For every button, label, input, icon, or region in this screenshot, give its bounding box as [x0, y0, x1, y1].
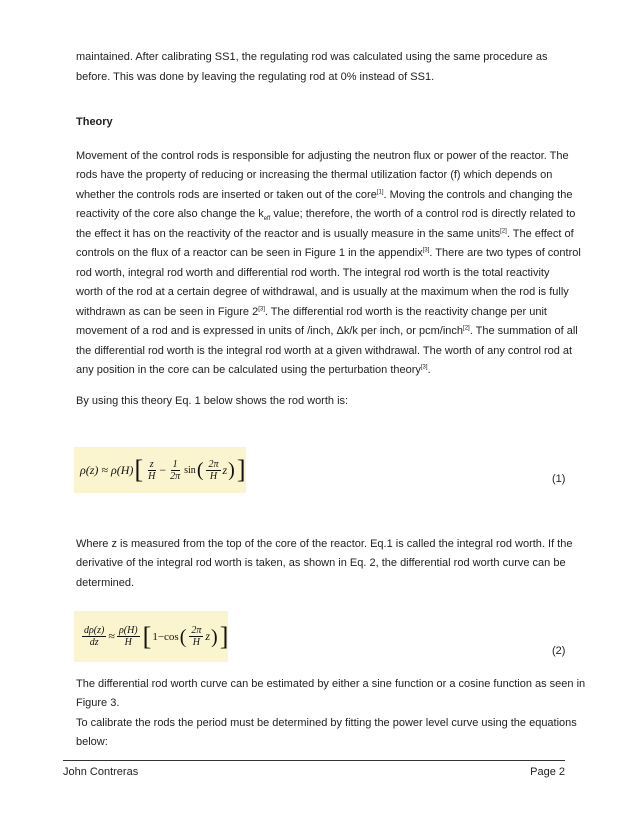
citation-ref: [1]: [376, 189, 384, 196]
denominator: dz: [89, 637, 99, 648]
bracket-open: [: [134, 455, 144, 484]
numerator: ρ(H): [118, 625, 138, 636]
after-eq2-line: Figure 3.: [76, 697, 120, 709]
denominator: 2π: [170, 470, 181, 482]
theory-line: [76, 322, 578, 342]
eq1-fraction-3: [206, 459, 220, 482]
footer-rule: [63, 760, 565, 761]
text-segment: any position in the core can be calculated using the perturbation theory: [76, 364, 421, 376]
theory-line: Movement of the control rods is responsible for adjusting the neutron flux or power of the reactor. The: [76, 150, 569, 162]
text-segment: reactivity of the core also change the k: [76, 208, 264, 220]
theory-intro: By using this theory Eq. 1 below shows the rod worth is:: [76, 395, 349, 407]
after-eq1-line: Where z is measured from the top of the core of the reactor. Eq.1 is called the integral rod worth. If the: [76, 538, 573, 550]
bracket-close: ]: [219, 621, 229, 651]
numerator: 1: [172, 458, 178, 470]
eq2-derivative: [82, 625, 106, 648]
numerator: 2π: [191, 625, 202, 636]
theory-heading: Theory: [76, 116, 113, 128]
denominator: H: [192, 637, 200, 648]
numerator: z: [149, 458, 154, 470]
equation-1-number: (1): [552, 473, 566, 485]
intro-line-1: maintained. After calibrating SS1, the regulating rod was calculated using the same procedure as: [76, 51, 548, 63]
footer-page-number: Page 2: [530, 766, 565, 778]
theory-line: [76, 205, 575, 225]
theory-line: rods have the property of reducing or increasing the thermal utilization factor (f) which depends on: [76, 169, 553, 181]
text-segment: . Moving the controls and changing the: [383, 189, 573, 201]
text-segment: withdrawn as can be seen in Figure 2: [76, 306, 259, 318]
bracket-open: [: [142, 621, 152, 651]
text-segment: whether the controls rods are inserted or taken out of the core: [76, 189, 377, 201]
after-eq2-line: The differential rod worth curve can be estimated by either a sine function or a cosine function as seen in: [76, 678, 586, 690]
theory-line: rod worth, integral rod worth and differential rod worth. The integral rod worth is the total reactivity: [76, 267, 550, 279]
eq1-fraction-1: [146, 459, 157, 482]
after-eq1-line: derivative of the integral rod worth is taken, as shown in Eq. 2, the differential rod worth curve can be: [76, 557, 566, 569]
numerator: 2π: [208, 458, 219, 470]
equation-1-image: [74, 447, 246, 493]
denominator: H: [209, 470, 218, 482]
eq1-sin: sin: [184, 464, 196, 476]
after-eq1-line: determined.: [76, 577, 135, 589]
eq1-z: z: [222, 462, 228, 477]
bracket-close: ]: [236, 455, 246, 484]
eq2-fraction-1: [117, 625, 140, 648]
eq1-minus: −: [159, 462, 167, 477]
citation-ref: [2]: [463, 325, 470, 332]
text-segment: the effect it has on the reactivity of the reactor and is usually measure in the same units: [76, 228, 501, 240]
after-eq2-line: To calibrate the rods the period must be determined by fitting the power level curve using the equations: [76, 717, 577, 729]
after-eq2-line: below:: [76, 736, 108, 748]
text-segment: . There are two types of control: [429, 247, 581, 259]
citation-ref: [2]: [500, 228, 507, 235]
eq2-one-minus-cos: 1−cos: [152, 630, 179, 643]
theory-line: [76, 186, 572, 206]
text-segment: . The differential rod worth is the reactivity change per unit: [264, 306, 547, 318]
equation-2-image: [74, 611, 228, 662]
citation-ref: [3]: [420, 364, 428, 371]
theory-line: the differential rod worth is the integral rod worth at a given withdrawal. The worth of any control rod at: [76, 345, 573, 357]
numerator: dρ(z): [84, 625, 105, 636]
citation-ref: [3]: [422, 247, 430, 254]
text-segment: . The effect of: [506, 228, 574, 240]
theory-line: worth of the rod at a certain degree of withdrawal, and is usually at the maximum when the rod is fully: [76, 286, 569, 298]
theory-line: [76, 244, 581, 264]
eq2-z: z: [205, 629, 211, 643]
citation-ref: [3]: [258, 306, 265, 313]
paren-open: (: [179, 625, 187, 648]
paren-close: ): [228, 459, 235, 481]
footer-author: John Contreras: [63, 766, 139, 778]
theory-line: [76, 361, 431, 381]
paren-close: ): [211, 625, 218, 648]
intro-line-2: before. This was done by leaving the regulating rod at 0% instead of SS1.: [76, 71, 435, 83]
text-segment: .: [427, 364, 431, 376]
denominator: H: [148, 470, 156, 482]
eq2-fraction-2: [189, 625, 203, 648]
equation-2-number: (2): [552, 645, 566, 657]
text-segment: movement of a rod and is expressed in units of /inch, Δk/k per inch, or pcm/inch: [76, 325, 464, 337]
text-segment: . The summation of all: [469, 325, 578, 337]
text-segment: controls on the flux of a reactor can be seen in Figure 1 in the appendix: [76, 247, 423, 259]
subscript: eff: [263, 216, 271, 223]
denominator: H: [124, 637, 132, 648]
text-segment: value; therefore, the worth of a control rod is directly related to: [270, 208, 576, 220]
paren-open: (: [196, 459, 204, 481]
theory-line: [76, 303, 547, 323]
eq1-fraction-2: [168, 459, 182, 482]
eq2-approx: ≈: [108, 629, 115, 643]
eq1-lhs: ρ(z) ≈ ρ(H): [80, 462, 134, 477]
theory-line: [76, 225, 574, 245]
